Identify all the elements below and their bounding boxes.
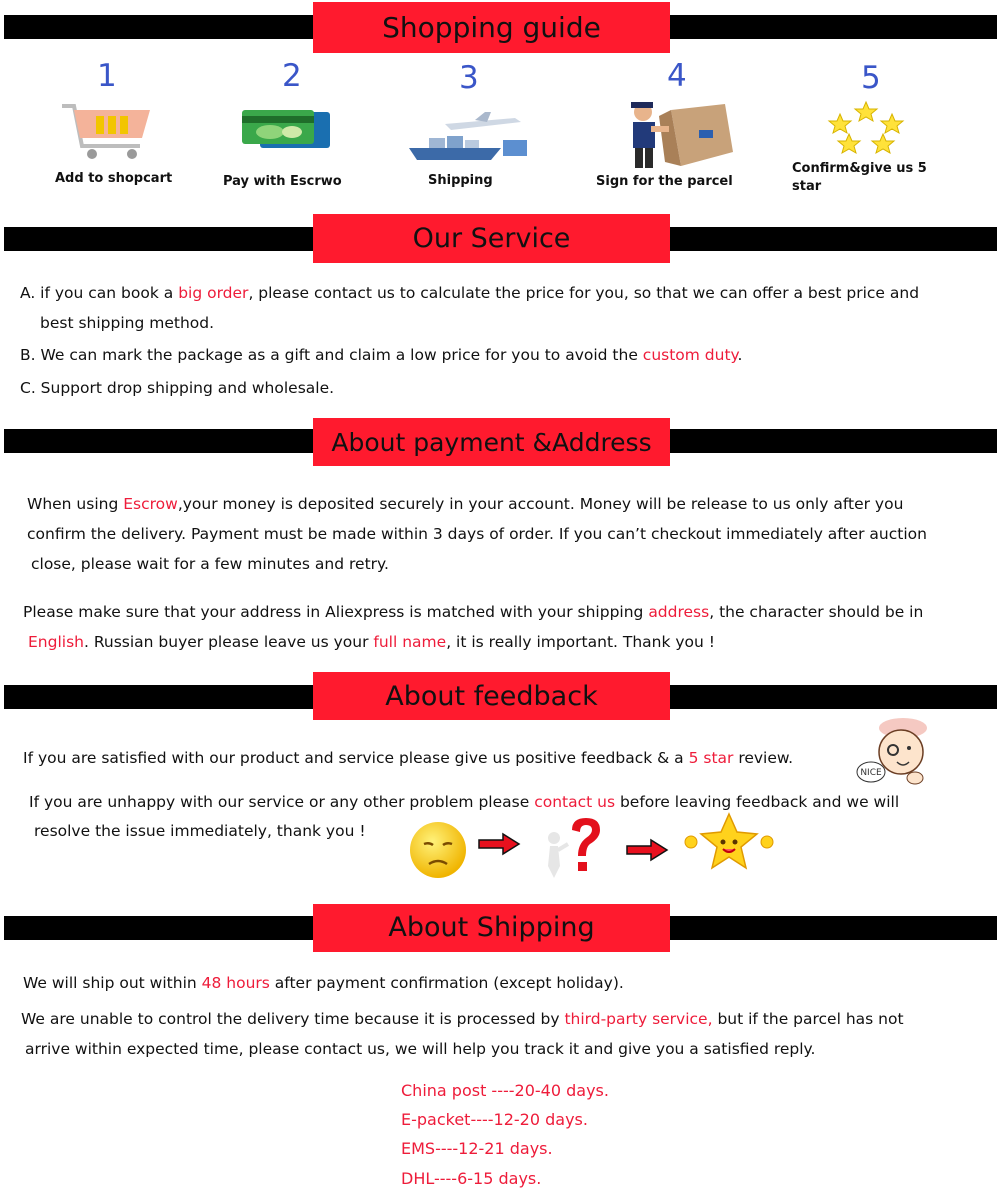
payment-paragraph-1 (27, 489, 903, 519)
feedback-paragraph-2-line2: resolve the issue immediately, thank you ! (34, 822, 366, 840)
nice-badge-text: NICE (860, 768, 882, 778)
our-service-title: Our Service (412, 223, 571, 254)
feedback-title: About feedback (385, 681, 598, 712)
step-number: 2 (282, 58, 302, 94)
step-label-line: Confirm&give us 5 (792, 161, 927, 176)
payment-paragraph-1-line2: confirm the delivery. Payment must be made within 3 days of order. If you can’t checkout immediately after auction (27, 525, 927, 543)
shipping-text: We are unable to control the delivery time because it is processed by (21, 1010, 565, 1028)
highlight-text: 48 hours (201, 974, 270, 992)
step-number: 1 (97, 58, 117, 94)
service-item-a-line2: best shipping method. (40, 314, 215, 332)
payment-text: Please make sure that your address in Aliexpress is matched with your shipping (23, 603, 649, 621)
shipping-paragraph-1 (23, 968, 624, 998)
highlight-text: custom duty (642, 346, 738, 364)
highlight-text: Escrow (123, 495, 178, 513)
step-label: Shipping (428, 173, 493, 188)
step-number: 5 (861, 60, 881, 96)
shipping-banner (313, 904, 670, 952)
highlight-text: address (648, 603, 710, 621)
red-arrow-icon (477, 832, 521, 856)
service-item-b (20, 340, 742, 370)
step-number: 4 (667, 58, 687, 94)
sad-face-icon (408, 820, 468, 880)
feedback-text: before leaving feedback and we will (615, 793, 900, 811)
red-arrow-icon (625, 838, 669, 862)
courier-parcel-icon (625, 100, 735, 172)
highlight-text: English (28, 633, 84, 651)
service-text: . (737, 346, 743, 364)
shopping-guide-title: Shopping guide (382, 11, 601, 44)
step-number: 3 (459, 60, 479, 96)
feedback-text: If you are satisfied with our product and service please give us positive feedback & a (23, 749, 689, 767)
step-label (792, 160, 927, 196)
shopping-guide-banner (313, 2, 670, 53)
delivery-time-item: EMS----12-21 days. (401, 1139, 553, 1158)
payment-text: , it is really important. Thank you ! (446, 633, 716, 651)
payment-paragraph-1-line3: close, please wait for a few minutes and retry. (31, 555, 389, 573)
shipping-text: after payment confirmation (except holiday). (269, 974, 624, 992)
happy-star-icon (683, 812, 775, 874)
shipping-paragraph-2 (21, 1004, 904, 1034)
payment-paragraph-2 (23, 597, 923, 627)
step-label: Pay with Escrwo (223, 174, 342, 189)
highlight-text: big order (178, 284, 249, 302)
nice-cartoon-icon (855, 712, 930, 788)
step-label: Add to shopcart (55, 171, 173, 186)
feedback-paragraph-1 (23, 743, 793, 773)
our-service-banner (313, 214, 670, 263)
payment-text: , the character should be in (709, 603, 924, 621)
payment-text: . Russian buyer please leave us your (83, 633, 374, 651)
shipping-text: We will ship out within (23, 974, 202, 992)
step-label: Sign for the parcel (596, 174, 733, 189)
highlight-text: 5 star (688, 749, 734, 767)
service-text: B. We can mark the package as a gift and claim a low price for you to avoid the (20, 346, 643, 364)
payment-title: About payment &Address (331, 428, 652, 457)
service-item-c: C. Support drop shipping and wholesale. (20, 379, 335, 397)
payment-text: ,your money is deposited securely in your account. Money will be release to us only after you (177, 495, 904, 513)
shopping-cart-icon (60, 100, 155, 162)
shipping-title: About Shipping (388, 912, 595, 943)
shipping-text: but if the parcel has not (712, 1010, 904, 1028)
shipping-paragraph-2-line2: arrive within expected time, please contact us, we will help you track it and give you a satisfied reply. (25, 1040, 816, 1058)
service-text: , please contact us to calculate the price for you, so that we can offer a best price and (248, 284, 920, 302)
delivery-time-item: DHL----6-15 days. (401, 1169, 542, 1188)
question-figure-icon (540, 816, 606, 882)
feedback-banner (313, 672, 670, 720)
highlight-text: contact us (534, 793, 616, 811)
airplane-ship-icon (405, 110, 531, 164)
step-label-line: star (792, 179, 822, 194)
payment-text: When using (27, 495, 124, 513)
service-item-a (20, 278, 919, 308)
highlight-text: third-party service, (564, 1010, 713, 1028)
service-text: A. if you can book a (20, 284, 179, 302)
bank-card-icon (240, 108, 332, 150)
delivery-time-item: E-packet----12-20 days. (401, 1110, 588, 1129)
delivery-time-item: China post ----20-40 days. (401, 1081, 609, 1100)
five-stars-icon (825, 100, 907, 158)
feedback-text: If you are unhappy with our service or any other problem please (29, 793, 535, 811)
feedback-text: review. (733, 749, 794, 767)
payment-paragraph-2-line2 (28, 627, 715, 657)
payment-banner (313, 418, 670, 466)
highlight-text: full name (373, 633, 447, 651)
